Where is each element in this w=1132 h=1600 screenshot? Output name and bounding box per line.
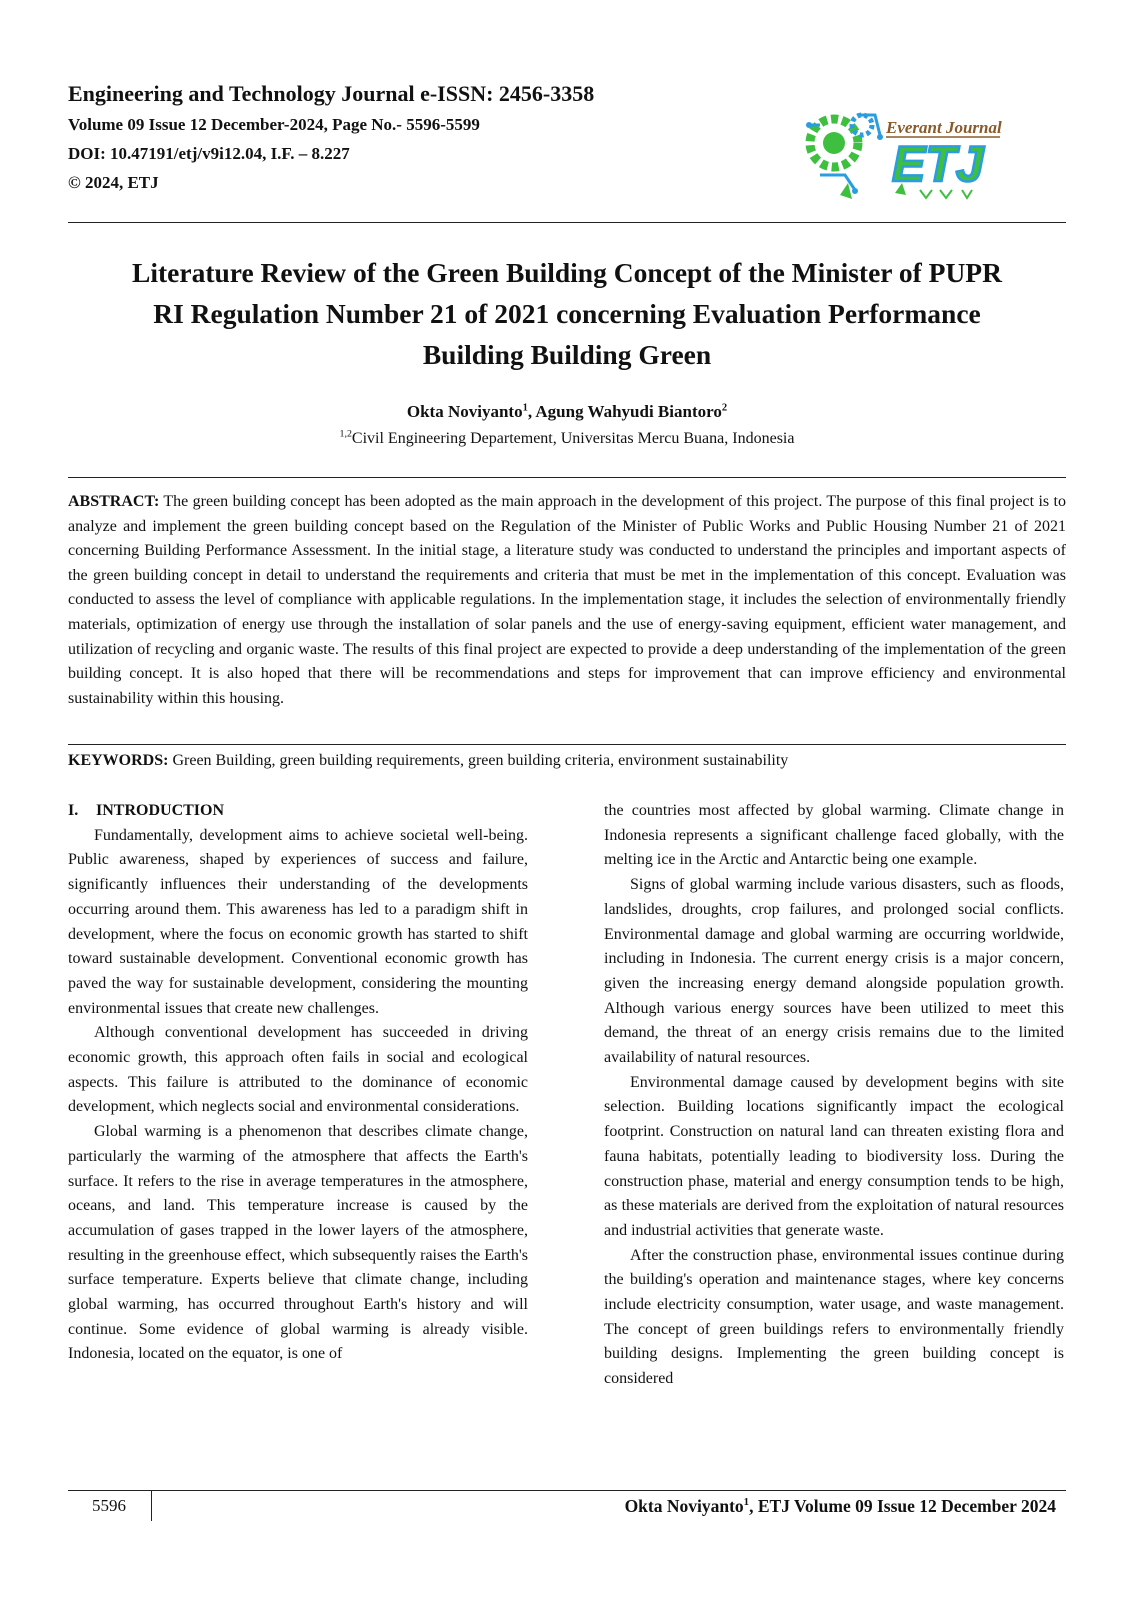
paragraph: After the construction phase, environmental issues continue during the building's operation and maintenance stages, where key concerns include electricity consumption, water usage, and waste management. The concept of green buildings refers to environmentally friendly building designs. Implementing the green building concept is considered [604,1246,1064,1388]
footer-citation-text: , ETJ Volume 09 Issue 12 December 2024 [749,1496,1056,1516]
logo-text-top: Everant Journal [886,118,1002,137]
volume-line: Volume 09 Issue 12 December-2024, Page No.- 5596-5599 [68,115,480,134]
paragraph: Fundamentally, development aims to achieve societal well-being. Public awareness, shaped by experiences of success and failure, significantly influences their understanding of the developments occurring around them. This awareness has led to a paradigm shift in development, where the focus on economic growth has started to shift toward sustainable development. Conventional economic growth has paved the way for sustainable development, considering the mounting environmental issues that create new challenges. [68,826,528,1017]
title-line: RI Regulation Number 21 of 2021 concerning Evaluation Performance [153,298,981,329]
footer-citation [625,1494,1056,1518]
doi-line: DOI: 10.47191/etj/v9i12.04, I.F. – 8.227 [68,144,350,163]
gear-icon [810,115,872,167]
author-sup: 2 [721,402,728,414]
journal-title: Engineering and Technology Journal e-ISSN: 2456-3358 [68,81,595,106]
footer-author-sup: 1 [743,1496,750,1509]
keywords-text: Green Building, green building requirements, green building criteria, environment sustainability [168,752,789,769]
keywords [68,749,1066,773]
footer-divider [151,1490,152,1521]
page-number: 5596 [92,1496,126,1515]
etj-logo [800,95,1020,205]
author-separator: , [527,402,536,421]
paragraph: Signs of global warming include various disasters, such as floods, landslides, droughts, crop failures, and prolonged social conflicts. Environmental damage and global warming are occurring worldwide, including in Indonesia. The current energy crisis is a major concern, given the increasing energy demand alongside population growth. Although various energy sources have been utilized to meet this demand, the threat of an energy crisis remains due to the limited availability of natural resources. [604,876,1064,1067]
paragraph: Environmental damage caused by development begins with site selection. Building locations significantly impact the ecological footprint. Construction on natural land can threaten existing flora and fauna habitats, potentially leading to biodiversity loss. During the construction phase, material and energy consumption tends to be high, as these materials are derived from the exploitation of natural resources and industrial activities that generate waste. [604,1073,1064,1239]
authors [68,400,1066,424]
journal-header [68,78,768,197]
section-number: I. [68,802,79,819]
abstract [68,490,1066,711]
title-line: Literature Review of the Green Building Concept of the Minister of PUPR [132,257,1002,288]
abstract-label: ABSTRACT: [68,493,160,510]
keywords-label: KEYWORDS: [68,752,169,769]
author-name: Okta Noviyanto [406,402,523,421]
section-heading [68,799,528,824]
author-sup: 1 [522,402,528,414]
author-name: Agung Wahyudi Biantoro [535,402,722,421]
abstract-bottom-rule [68,744,1066,745]
paragraph: Although conventional development has succeeded in driving economic growth, this approach often fails in social and ecological aspects. This failure is attributed to the dominance of economic development, which neglects social and environmental considerations. [68,1024,528,1116]
paper-title [68,252,1066,375]
paragraph: Global warming is a phenomenon that describes climate change, particularly the warming of the atmosphere that affects the Earth's surface. It refers to the rise in average temperatures in the atmosphere, oceans, and land. This temperature increase is caused by the accumulation of gases trapped in the lower layers of the atmosphere, resulting in the greenhouse effect, which subsequently raises the Earth's surface temperature. Experts believe that climate change, including global warming, has occurred throughout Earth's history and will continue. Some evidence of global warming is already visible. Indonesia, located on the equator, is one of [68,1123,528,1363]
title-line: Building Building Green [422,339,712,370]
paragraph: the countries most affected by global warming. Climate change in Indonesia represents a significant challenge faced globally, with the melting ice in the Arctic and Antarctic being one example. [604,802,1064,869]
left-column [68,799,528,1367]
section-title: INTRODUCTION [96,802,225,819]
affiliation-sup: 1,2 [339,428,352,440]
footer-rule [68,1490,1066,1491]
affiliation [68,428,1066,450]
logo-text-main: ETJ [892,136,984,192]
affiliation-text: Civil Engineering Departement, Universitas Mercu Buana, Indonesia [351,430,795,447]
footer-author: Okta Noviyanto [624,1496,744,1516]
right-column [604,799,1064,1392]
abstract-text: The green building concept has been adopted as the main approach in the development of this project. The purpose of this final project is to analyze and implement the green building concept based on the Regulation of the Minister of Public Works and Public Housing Number 21 of 2021 concerning Building Performance Assessment. In the initial stage, a literature study was conducted to understand the principles and important aspects of the green building concept in detail to understand the requirements and criteria that must be met in the implementation of this concept. Evaluation was conducted to assess the level of compliance with applicable regulations. In the implementation stage, it includes the selection of environmentally friendly materials, optimization of energy use through the installation of solar panels and the use of energy-saving equipment, efficient water management, and utilization of recycling and organic waste. The results of this final project are expected to provide a deep understanding of the implementation of the green building concept. It is also hoped that there will be recommendations and steps for improvement that can improve efficiency and environmental sustainability within this housing. [68,493,1066,707]
abstract-top-rule [68,477,1066,478]
copyright-line: © 2024, ETJ [68,173,159,192]
header-rule [68,222,1066,223]
